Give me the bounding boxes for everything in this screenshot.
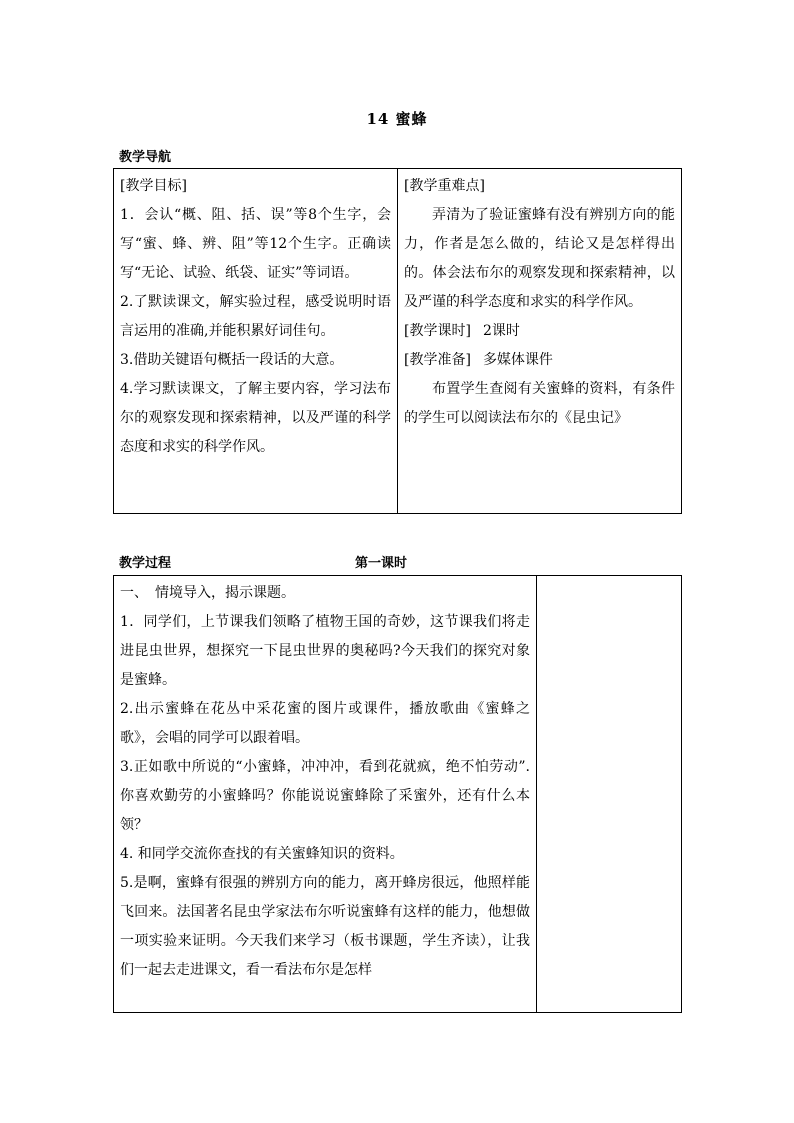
teaching-navigation-table xyxy=(113,168,682,514)
objective-item: 4.学习默读课文，了解主要内容，学习法布尔的观察发现和探索精神，以及严谨的科学态度和求实的科学作风。 xyxy=(120,381,391,455)
teaching-process-label: 教学过程 xyxy=(119,556,172,571)
key-points-text: 弄清为了验证蜜蜂有没有辨别方向的能力，作者是怎么做的，结论又是怎样得出的。体会法布尔的观察发现和探索精神，以及严谨的科学态度和求实的科学作风。 xyxy=(404,207,675,310)
lesson-hours-row xyxy=(404,317,675,346)
objectives-cell xyxy=(114,169,398,514)
preparation-row xyxy=(404,346,675,375)
teaching-navigation-label: 教学导航 xyxy=(119,150,172,165)
first-lesson-label: 第一课时 xyxy=(355,556,408,571)
teaching-process-table xyxy=(113,575,682,1013)
key-points-cell xyxy=(398,169,682,514)
process-item: 3.正如歌中所说的“小蜜蜂，冲冲冲，看到花就疯，绝不怕劳动”.你喜欢勤劳的小蜜蜂吗？你能说说蜜蜂除了采蜜外，还有什么本领？ xyxy=(120,759,530,833)
page-title: 14 蜜蜂 xyxy=(366,110,428,128)
objective-item: 1．会认“概、阻、括、误”等8个生字，会写“蜜、蜂、辨、阻”等12个生字。正确读写“无论、试验、纸袋、证实”等词语。 xyxy=(120,207,391,281)
objective-item: 2.了默读课文，解实验过程，感受说明时语言运用的准确,并能积累好词佳句。 xyxy=(120,294,391,339)
process-item: 1．同学们，上节课我们领略了植物王国的奇妙，这节课我们将走进昆虫世界，想探究一下昆虫世界的奥秘吗?今天我们的探究对象是蜜蜂。 xyxy=(120,614,530,688)
objective-item: 3.借助关键语句概括一段话的大意。 xyxy=(120,352,344,368)
preparation-value: 多媒体课件 xyxy=(482,352,553,368)
process-item: 4. 和同学交流你查找的有关蜜蜂知识的资料。 xyxy=(120,846,404,862)
preparation-label: [教学准备] xyxy=(404,352,471,368)
process-heading: 一、 情境导入，揭示课题。 xyxy=(120,585,295,601)
key-points-header: [教学重难点] xyxy=(404,178,485,194)
notes-cell xyxy=(537,576,682,1013)
process-content-cell xyxy=(114,576,537,1013)
lesson-hours-value: 2课时 xyxy=(482,323,520,339)
preparation-text: 布置学生查阅有关蜜蜂的资料，有条件的学生可以阅读法布尔的《昆虫记》 xyxy=(404,381,675,426)
process-item: 5.是啊，蜜蜂有很强的辨别方向的能力，离开蜂房很远，他照样能飞回来。法国著名昆虫学家法布尔听说蜜蜂有这样的能力，他想做一项实验来证明。今天我们来学习（板书课题，学生齐读），让我们一起去走进课文，看一看法布尔是怎样 xyxy=(120,875,530,978)
objectives-header: [教学目标] xyxy=(120,178,187,194)
lesson-hours-label: [教学课时] xyxy=(404,323,471,339)
process-item: 2.出示蜜蜂在花丛中采花蜜的图片或课件，播放歌曲《蜜蜂之歌》，会唱的同学可以跟着唱。 xyxy=(120,701,530,746)
